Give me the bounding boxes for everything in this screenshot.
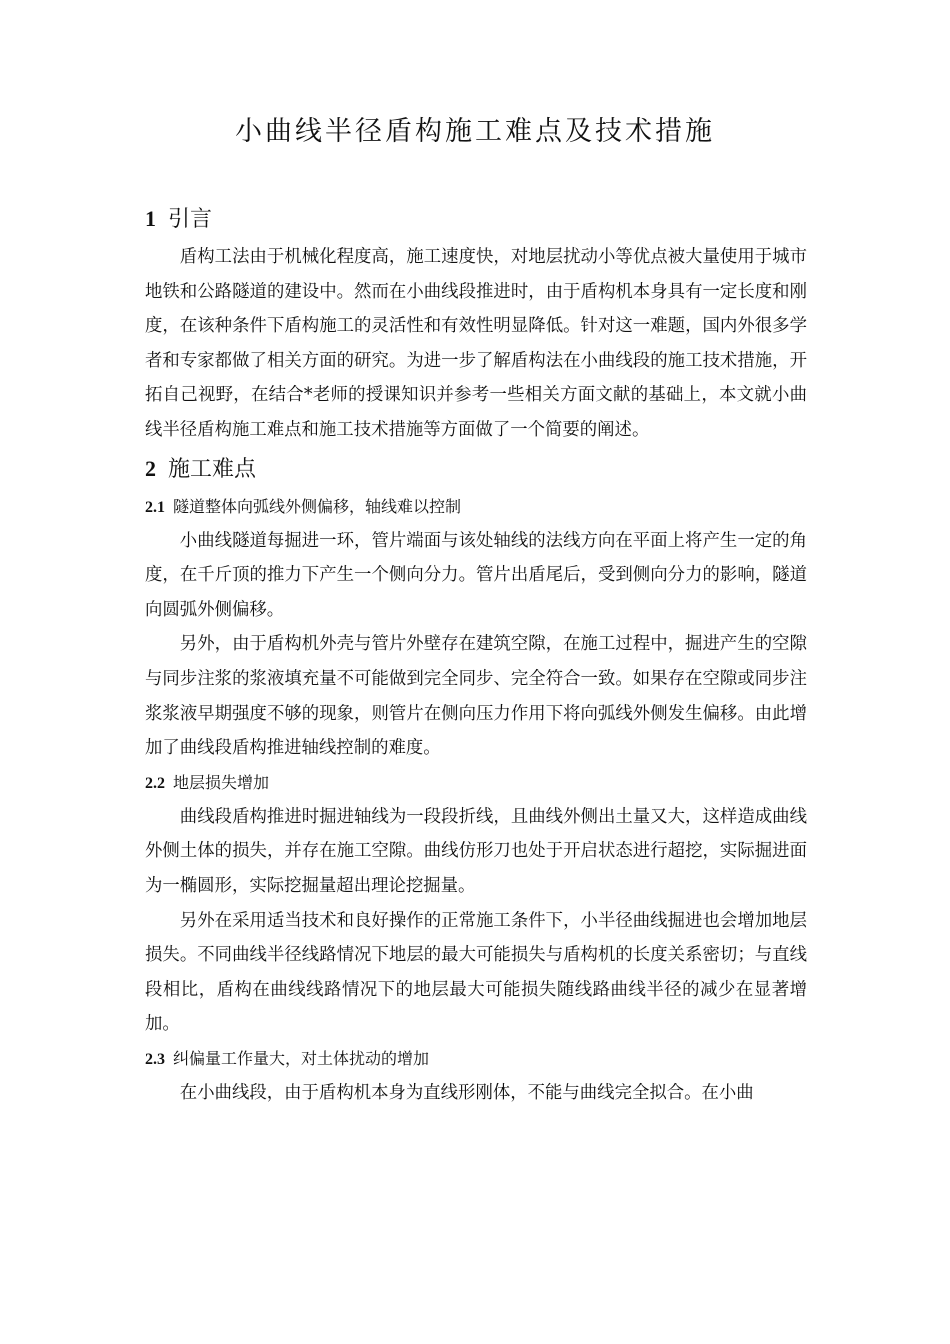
subsection-title: 地层损失增加 [173, 772, 270, 792]
paragraph: 另外，由于盾构机外壳与管片外壁存在建筑空隙，在施工过程中，掘进产生的空隙与同步注浆的浆液填充量不可能做到完全同步、完全符合一致。如果存在空隙或同步注浆浆液早期强度不够的现象，则管片在侧向压力作用下将向弧线外侧发生偏移。由此增加了曲线段盾构推进轴线控制的难度。 [145, 634, 807, 759]
paragraph: 在小曲线段，由于盾构机本身为直线形刚体，不能与曲线完全拟合。在小曲 [179, 1082, 754, 1103]
section-number: 1 [145, 206, 156, 231]
section-title: 引言 [168, 207, 213, 232]
document-title: 小曲线半径盾构施工难点及技术措施 [235, 116, 715, 147]
document-body [145, 198, 807, 1110]
paragraph: 另外在采用适当技术和良好操作的正常施工条件下，小半径曲线掘进也会增加地层损失。不同曲线半径线路情况下地层的最大可能损失与盾构机的长度关系密切；与直线段相比，盾构在曲线线路情况下的地层最大可能损失随线路曲线半径的减少在显著增加。 [145, 910, 807, 1035]
subsection-heading-2-1 [145, 490, 807, 524]
paragraph: 曲线段盾构推进时掘进轴线为一段段折线，且曲线外侧出土量又大，这样造成曲线外侧土体的损失，并存在施工空隙。曲线仿形刀也处于开启状态进行超挖，实际掘进面为一椭圆形，实际挖掘量超出理论挖掘量。 [145, 806, 807, 896]
paragraph: 盾构工法由于机械化程度高，施工速度快，对地层扰动小等优点被大量使用于城市地铁和公路隧道的建设中。然而在小曲线段推进时，由于盾构机本身具有一定长度和刚度，在该种条件下盾构施工的灵活性和有效性明显降低。针对这一难题，国内外很多学者和专家都做了相关方面的研究。为进一步了解盾构法在小曲线段的施工技术措施，开拓自己视野，在结合*老师的授课知识并参考一些相关方面文献的基础上，本文就小曲线半径盾构施工难点和施工技术措施等方面做了一个简要的阐述。 [145, 247, 807, 440]
subsection-number: 2.3 [145, 1050, 165, 1068]
subsection-heading-2-2 [145, 766, 807, 800]
section-number: 2 [145, 455, 156, 481]
subsection-title: 隧道整体向弧线外侧偏移，轴线难以控制 [173, 496, 462, 516]
subsection-heading-2-3 [145, 1042, 807, 1076]
section-title: 施工难点 [168, 456, 257, 482]
subsection-number: 2.2 [145, 774, 165, 792]
subsection-title: 纠偏量工作量大，对土体扰动的增加 [173, 1048, 430, 1068]
section-heading-1 [145, 198, 807, 240]
subsection-number: 2.1 [145, 498, 165, 516]
section-heading-2 [145, 448, 807, 490]
paragraph: 小曲线隧道每掘进一环，管片端面与该处轴线的法线方向在平面上将产生一定的角度，在千斤顶的推力下产生一个侧向分力。管片出盾尾后，受到侧向分力的影响，隧道向圆弧外侧偏移。 [145, 530, 807, 620]
